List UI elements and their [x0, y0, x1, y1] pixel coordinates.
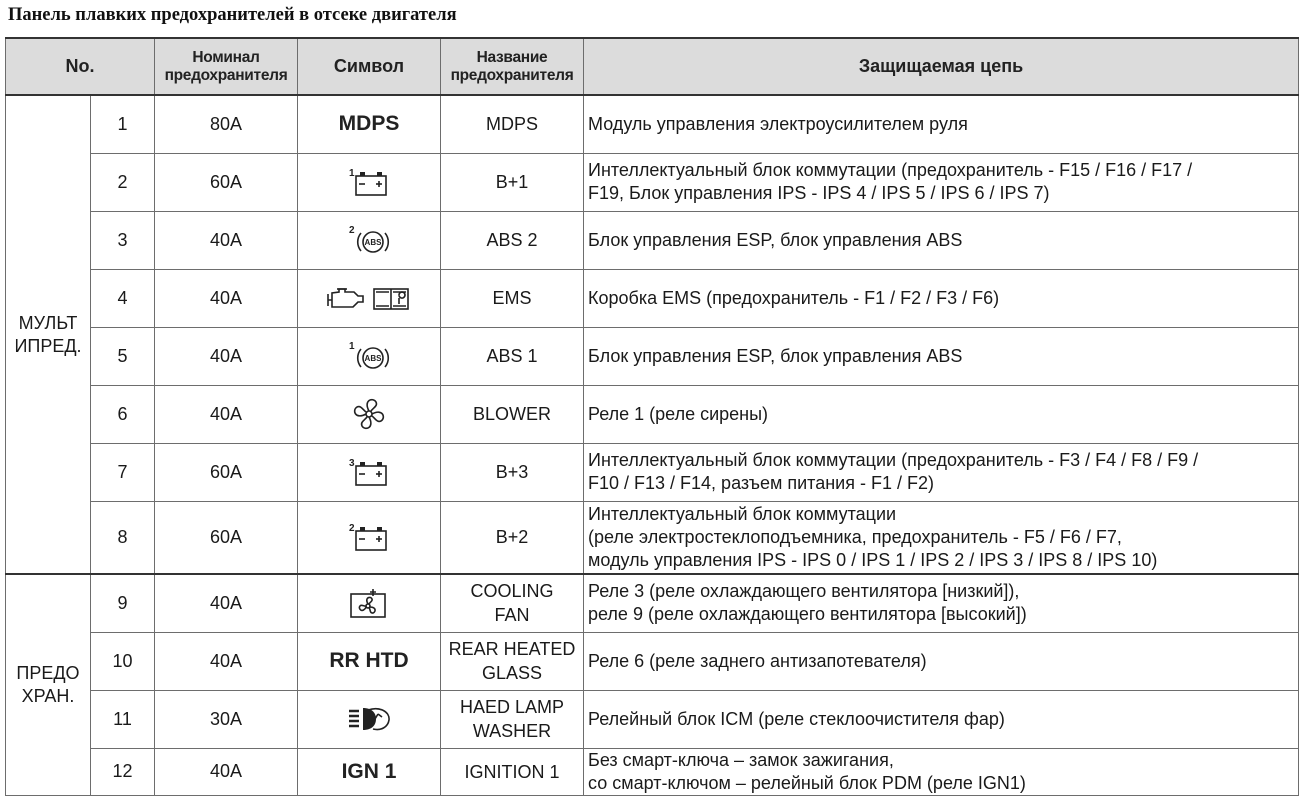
protected-circuit: [584, 574, 1299, 632]
fuse-name-line: REAR HEATED: [448, 639, 576, 659]
fuse-rating: 60A: [155, 443, 298, 501]
engine-manual-icon: [325, 284, 413, 312]
fuse-number: 1: [91, 95, 155, 153]
group-label-line: ПРЕДО: [16, 662, 80, 683]
protected-circuit: [584, 748, 1299, 795]
fuse-rating: 40A: [155, 385, 298, 443]
table-row: [6, 95, 1299, 153]
battery-icon: [348, 167, 390, 197]
fuse-number: 5: [91, 327, 155, 385]
headlamp-washer-icon: [346, 704, 392, 734]
protected-circuit: [584, 690, 1299, 748]
fuse-name-line: IGNITION 1: [464, 761, 560, 782]
fuse-symbol: [298, 153, 441, 211]
group-label-line: ХРАН.: [21, 685, 75, 706]
protected-circuit: [584, 211, 1299, 269]
protected-circuit-line: Реле 6 (реле заднего антизапотевателя): [588, 650, 927, 671]
protected-circuit-line: Реле 3 (реле охлаждающего вентилятора [низкий]),: [588, 581, 1020, 602]
protected-circuit-line: модуль управления IPS - IPS 0 / IPS 1 / IPS 2 / IPS 3 / IPS 8 / IPS 10): [588, 549, 1158, 570]
fuse-rating: 60A: [155, 153, 298, 211]
abs-icon: [347, 339, 391, 373]
fuse-name-line: COOLING: [470, 581, 554, 602]
protected-circuit-line: Реле 1 (реле сирены): [588, 403, 769, 424]
header-rating-line-1: Номинал: [192, 48, 260, 66]
fuse-name: [441, 211, 584, 269]
fuse-name-line: B+2: [495, 527, 529, 548]
fuse-symbol: [298, 574, 441, 632]
fuse-table: [5, 37, 1299, 796]
protected-circuit: [584, 443, 1299, 501]
abs-icon: [347, 223, 391, 257]
fuse-name-line: BLOWER: [472, 404, 551, 424]
table-row: [6, 632, 1299, 690]
group-label: [6, 574, 91, 795]
symbol-index: 2: [349, 225, 355, 236]
fuse-rating: 80A: [155, 95, 298, 153]
fuse-symbol: [298, 501, 441, 574]
fuse-name: [441, 327, 584, 385]
table-row: [6, 327, 1299, 385]
fuse-name: [441, 443, 584, 501]
protected-circuit-line: F19, Блок управления IPS - IPS 4 / IPS 5 / IPS 6 / IPS 7): [588, 183, 1050, 203]
fuse-symbol: [298, 443, 441, 501]
protected-circuit-line: Блок управления ESP, блок управления ABS: [588, 229, 963, 250]
protected-circuit: [584, 95, 1299, 153]
fuse-rating: 40A: [155, 574, 298, 632]
protected-circuit: [584, 385, 1299, 443]
fuse-symbol: [298, 95, 441, 153]
fuse-name: [441, 574, 584, 632]
fuse-name: [441, 385, 584, 443]
battery-icon: [348, 522, 390, 552]
table-body: [6, 95, 1299, 795]
fuse-number: 6: [91, 385, 155, 443]
symbol-index: 1: [349, 168, 355, 179]
fuse-symbol: [298, 632, 441, 690]
fuse-symbol: [298, 748, 441, 795]
protected-circuit: [584, 153, 1299, 211]
abs-icon-label: ABS: [364, 238, 382, 247]
table-row: [6, 385, 1299, 443]
fuse-name: [441, 153, 584, 211]
fuse-name-line: GLASS: [481, 663, 543, 683]
table-row: [6, 748, 1299, 795]
protected-circuit: [584, 501, 1299, 574]
fuse-number: 7: [91, 443, 155, 501]
fuse-number: 8: [91, 501, 155, 574]
fuse-name-line: WASHER: [472, 721, 552, 741]
fuse-name: [441, 95, 584, 153]
fuse-symbol: [298, 269, 441, 327]
fuse-symbol: [298, 211, 441, 269]
fuse-name: [441, 748, 584, 795]
symbol-text: RR HTD: [329, 649, 409, 672]
abs-icon-label: ABS: [364, 354, 382, 363]
fuse-name-line: FAN: [494, 605, 530, 626]
fuse-rating: 40A: [155, 748, 298, 795]
symbol-index: 3: [349, 458, 355, 469]
protected-circuit-line: Блок управления ESP, блок управления ABS: [588, 345, 963, 366]
header-name-line-2: предохранителя: [450, 66, 574, 84]
fuse-symbol: [298, 327, 441, 385]
fuse-name-line: EMS: [492, 288, 532, 308]
fuse-number: 2: [91, 153, 155, 211]
header-rating: [155, 38, 298, 95]
cooling-fan-icon: [347, 586, 391, 620]
table-row: [6, 153, 1299, 211]
fuse-name-line: MDPS: [485, 114, 538, 135]
blower-fan-icon: [351, 396, 387, 432]
protected-circuit-line: (реле электростеклоподъемника, предохранитель - F5 / F6 / F7,: [588, 526, 1122, 547]
fuse-name-line: B+3: [495, 462, 529, 482]
fuse-symbol: [298, 690, 441, 748]
symbol-text: MDPS: [338, 112, 400, 136]
protected-circuit-line: Коробка EMS (предохранитель - F1 / F2 / F3 / F6): [588, 287, 1000, 308]
fuse-number: 4: [91, 269, 155, 327]
fuse-name-line: B+1: [495, 172, 529, 192]
protected-circuit-line: реле 9 (реле охлаждающего вентилятора [высокий]): [588, 604, 1027, 625]
protected-circuit: [584, 269, 1299, 327]
page-title: Панель плавких предохранителей в отсеке двигателя: [8, 5, 457, 25]
fuse-name: [441, 269, 584, 327]
protected-circuit-line: Интеллектуальный блок коммутации (предохранитель - F15 / F16 / F17 /: [588, 160, 1193, 180]
protected-circuit-line: со смарт-ключом – релейный блок PDM (реле IGN1): [588, 772, 1026, 793]
group-label-line: МУЛЬТ: [18, 312, 78, 333]
header-symbol: Символ: [298, 38, 441, 95]
symbol-index: 2: [349, 523, 355, 535]
fuse-rating: 40A: [155, 327, 298, 385]
fuse-number: 11: [91, 690, 155, 748]
protected-circuit-line: Интеллектуальный блок коммутации: [588, 503, 897, 524]
group-label: [6, 95, 91, 574]
protected-circuit-line: Релейный блок ICM (реле стеклоочистителя фар): [588, 708, 1005, 729]
table-row: [6, 269, 1299, 327]
table-row: [6, 501, 1299, 574]
symbol-text: IGN 1: [341, 759, 397, 783]
fuse-rating: 30A: [155, 690, 298, 748]
fuse-rating: 40A: [155, 269, 298, 327]
fuse-name-line: ABS 1: [486, 346, 538, 366]
fuse-name: [441, 501, 584, 574]
fuse-number: 3: [91, 211, 155, 269]
protected-circuit-line: Без смарт-ключа – замок зажигания,: [588, 749, 894, 770]
header-name-line-1: Название: [476, 48, 548, 66]
header-name: [441, 38, 584, 95]
fuse-name: [441, 690, 584, 748]
group-label-line: ИПРЕД.: [14, 335, 82, 356]
fuse-rating: 40A: [155, 632, 298, 690]
protected-circuit: [584, 632, 1299, 690]
table-header-row: [6, 38, 1299, 95]
header-circuit: Защищаемая цепь: [584, 38, 1299, 95]
fuse-symbol: [298, 385, 441, 443]
header-rating-line-2: предохранителя: [164, 66, 288, 84]
fuse-name-line: HAED LAMP: [459, 697, 565, 717]
table-row: [6, 690, 1299, 748]
header-no: No.: [6, 38, 155, 95]
battery-icon: [348, 457, 390, 487]
fuse-number: 10: [91, 632, 155, 690]
fuse-rating: 60A: [155, 501, 298, 574]
fuse-number: 12: [91, 748, 155, 795]
table-row: [6, 443, 1299, 501]
symbol-index: 1: [349, 341, 355, 352]
fuse-number: 9: [91, 574, 155, 632]
fuse-rating: 40A: [155, 211, 298, 269]
protected-circuit-line: F10 / F13 / F14, разъем питания - F1 / F2): [588, 473, 934, 493]
table-row: [6, 574, 1299, 632]
table-row: [6, 211, 1299, 269]
protected-circuit-line: Модуль управления электроусилителем руля: [588, 113, 968, 134]
fuse-name-line: ABS 2: [486, 230, 538, 250]
protected-circuit-line: Интеллектуальный блок коммутации (предохранитель - F3 / F4 / F8 / F9 /: [588, 450, 1199, 470]
protected-circuit: [584, 327, 1299, 385]
fuse-name: [441, 632, 584, 690]
